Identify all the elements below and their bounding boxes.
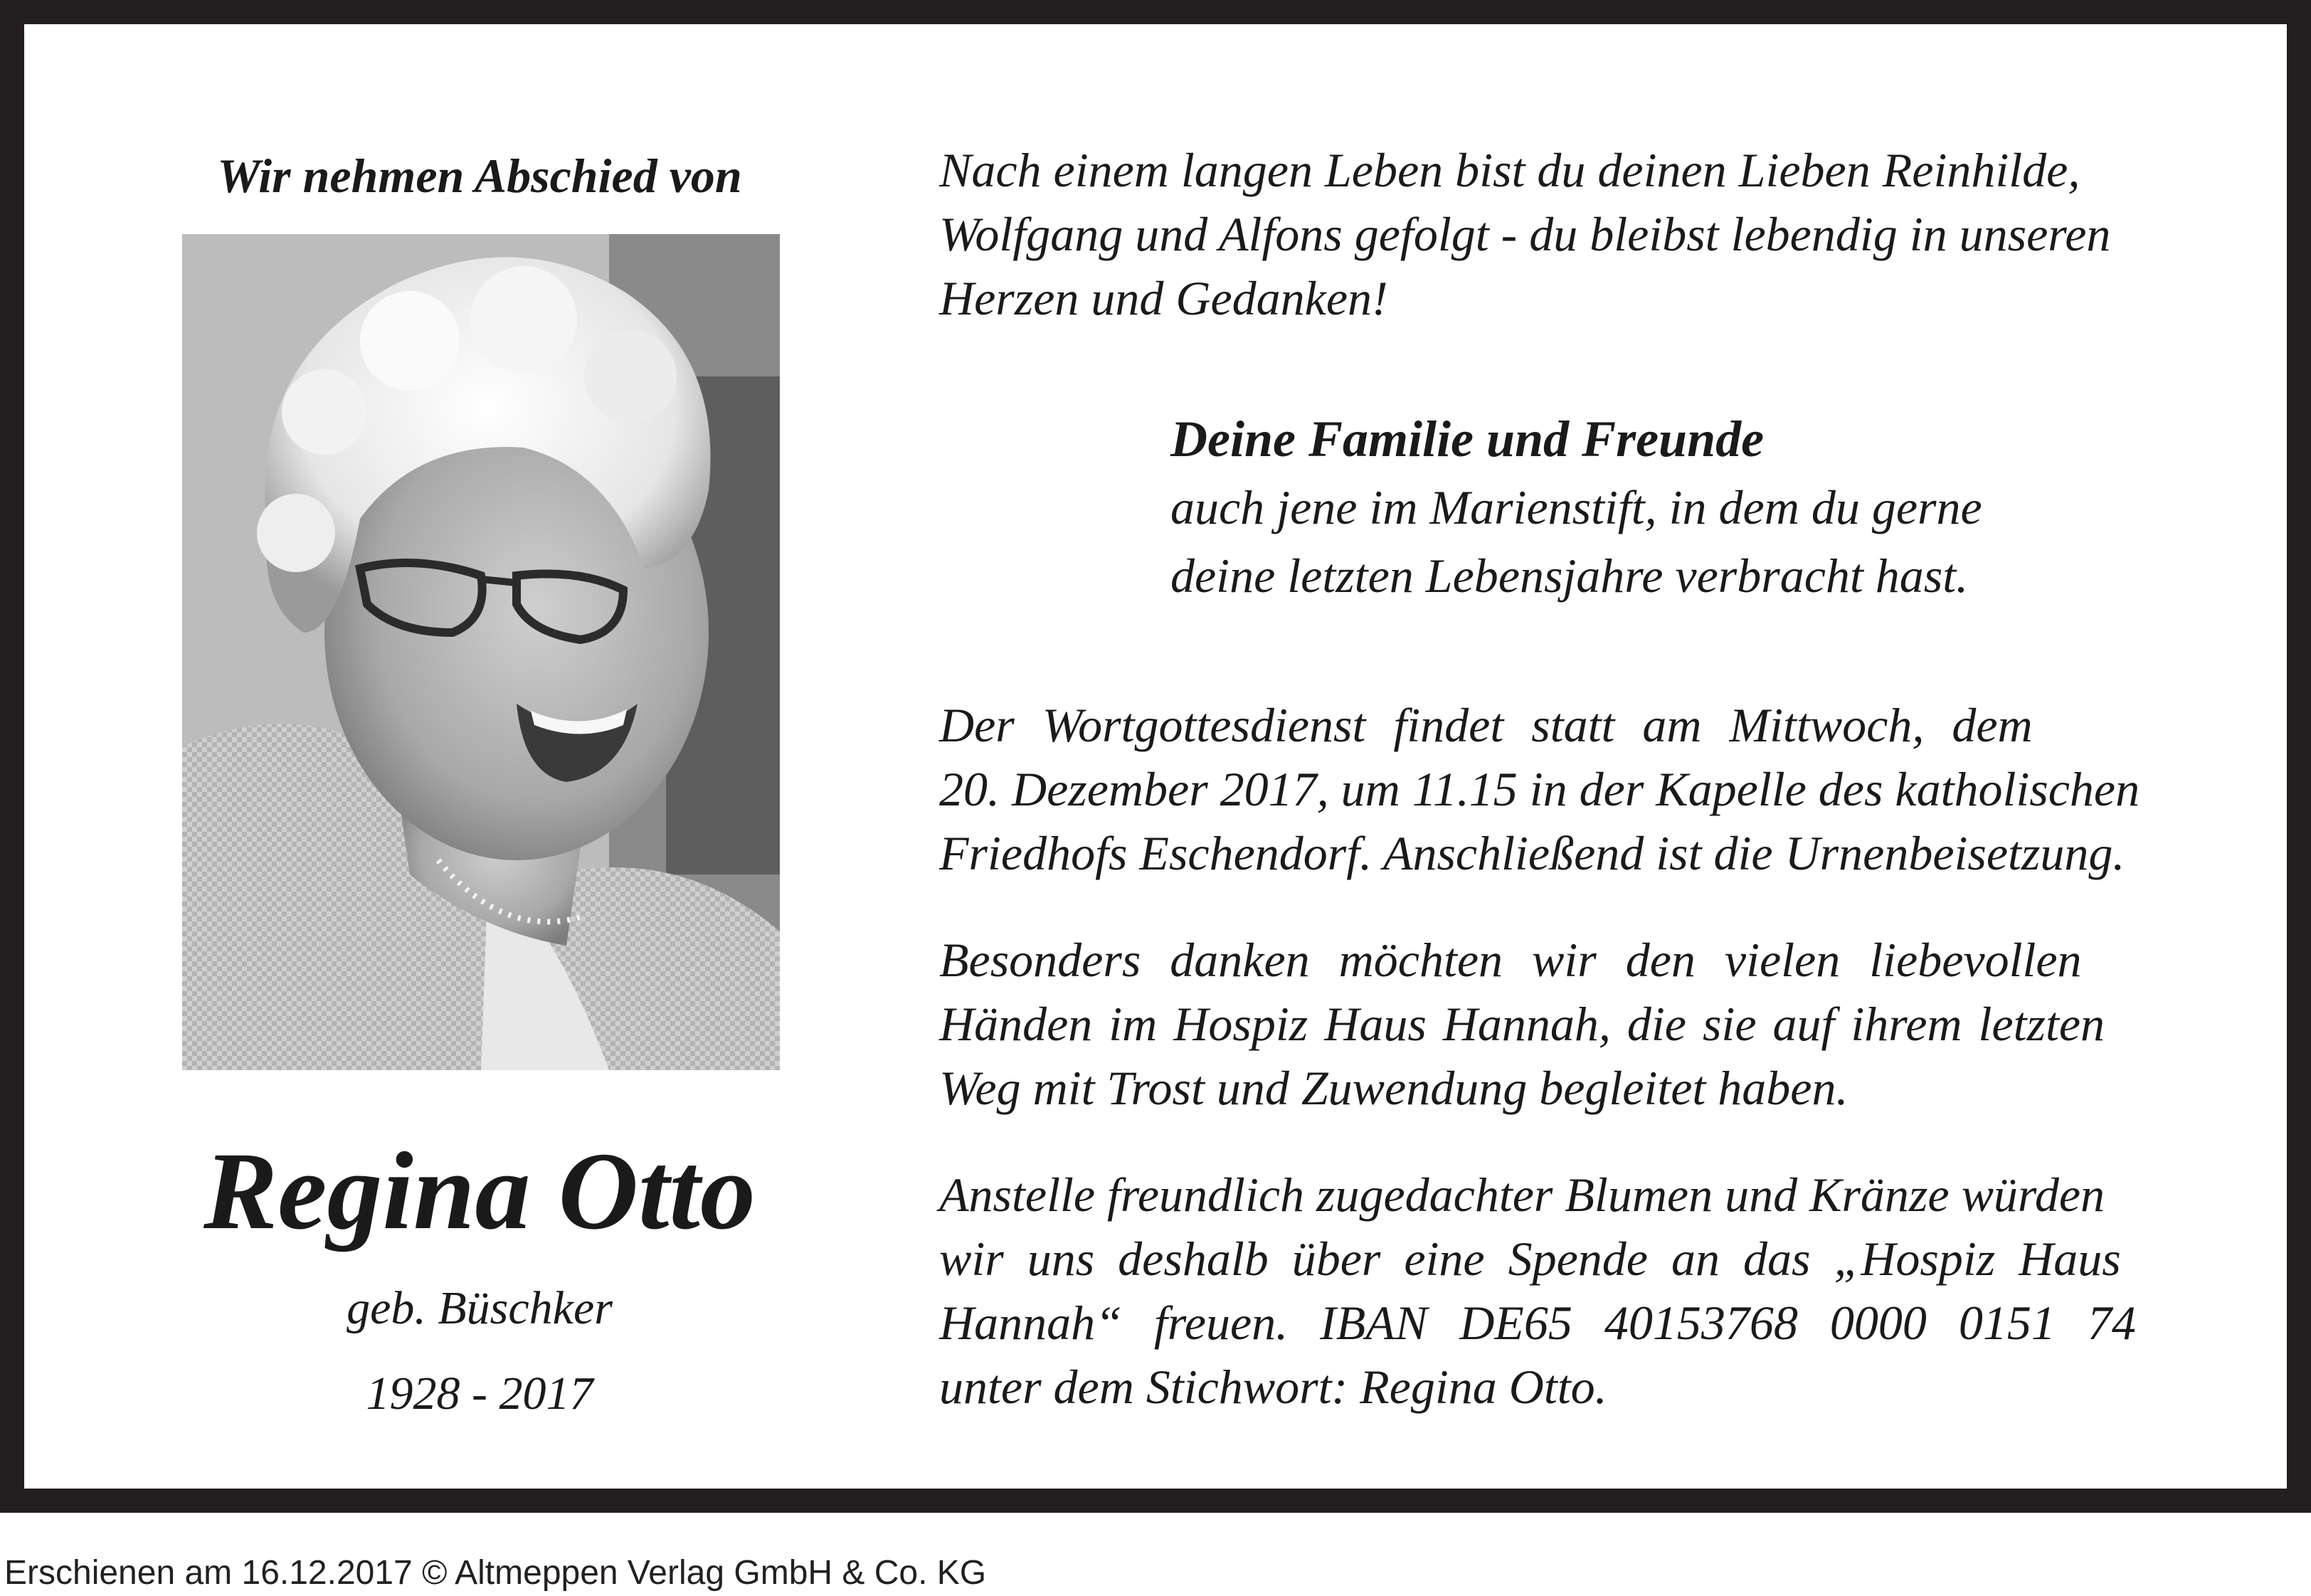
deceased-name: Regina Otto [203,1129,756,1252]
opening-line: Wolfgang und Alfons gefolgt - du bleibst lebendig in unseren [939,207,2111,261]
donation-line: wir uns deshalb über eine Spende an das „Hospiz Haus [939,1232,2121,1286]
portrait-illustration [182,234,780,1070]
portrait-photo [182,234,780,1070]
donation-line: unter dem Stichwort: Regina Otto. [939,1360,1607,1414]
donation-line: Anstelle freundlich zugedachter Blumen und Kränze würden [939,1168,2105,1222]
service-paragraph [939,693,2203,885]
thanks-paragraph [939,928,2203,1120]
thanks-line: Weg mit Trost und Zuwendung begleitet haben. [939,1061,1849,1115]
thanks-line: Besonders danken möchten wir den vielen liebevollen [939,933,2082,987]
intro-heading: Wir nehmen Abschied von [217,149,742,203]
thanks-line: Händen im Hospiz Haus Hannah, die sie auf ihrem letzten [939,997,2105,1051]
publication-footer: Erschienen am 16.12.2017 © Altmeppen Verlag GmbH & Co. KG [4,1554,987,1592]
service-line: Friedhofs Eschendorf. Anschließend ist die Urnenbeisetzung. [939,826,2125,880]
service-line: Der Wortgottesdienst findet statt am Mittwoch, dem [939,698,2033,752]
life-years: 1928 - 2017 [366,1368,593,1420]
family-line: deine letzten Lebensjahre verbracht hast. [1170,549,1969,603]
donation-line: Hannah“ freuen. IBAN DE65 40153768 0000 0151 74 [939,1296,2136,1350]
family-signature [1170,405,2167,610]
family-line: auch jene im Marienstift, in dem du gerne [1170,480,1982,534]
maiden-name: geb. Büschker [347,1282,613,1334]
opening-paragraph [939,138,2203,330]
opening-line: Herzen und Gedanken! [939,271,1388,325]
opening-line: Nach einem langen Leben bist du deinen Lieben Reinhilde, [939,143,2080,197]
donation-paragraph [939,1163,2203,1419]
family-title: Deine Familie und Freunde [1170,411,1765,467]
service-line: 20. Dezember 2017, um 11.15 in der Kapelle des katholischen [939,762,2140,816]
